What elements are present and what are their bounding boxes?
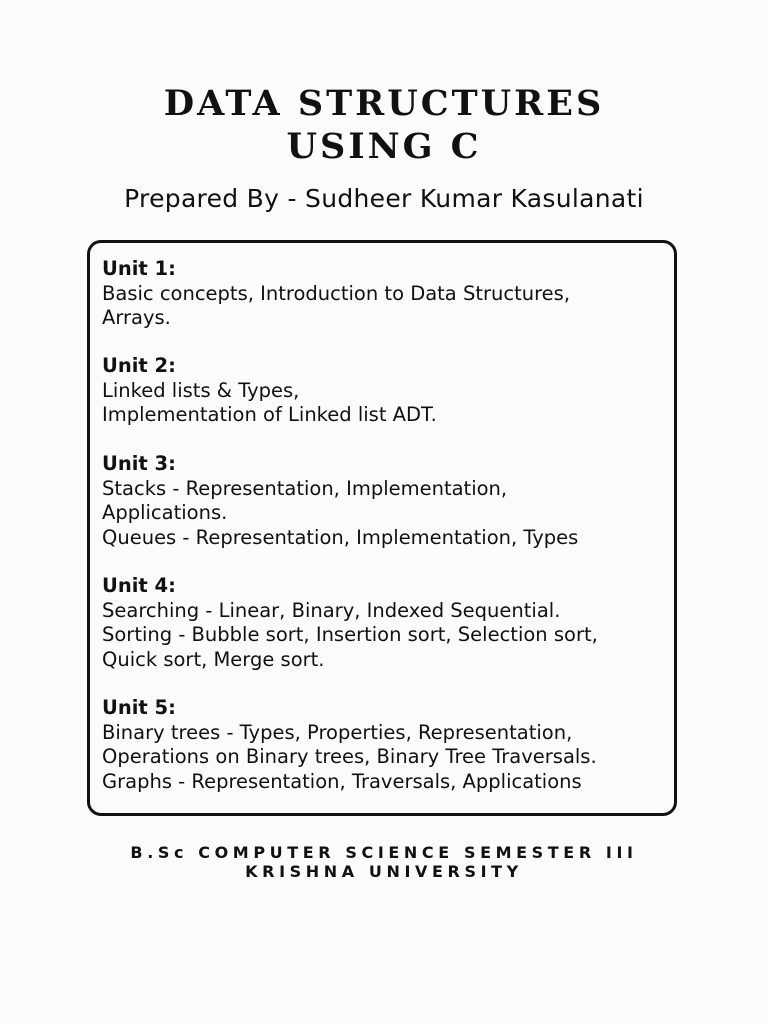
- unit-1: [102, 257, 570, 331]
- unit-2-line-2: Implementation of Linked list ADT.: [102, 403, 437, 426]
- unit-5-line-3: Graphs - Representation, Traversals, Applications: [102, 769, 582, 793]
- unit-5-line-2: Operations on Binary trees, Binary Tree Traversals.: [102, 745, 597, 768]
- unit-5-line-1: Binary trees - Types, Properties, Representation,: [102, 720, 573, 744]
- unit-1-heading: Unit 1:: [102, 257, 176, 280]
- unit-1-line-1: Basic concepts, Introduction to Data Structures,: [102, 281, 571, 305]
- unit-5-heading: Unit 5:: [102, 696, 176, 719]
- unit-3-line-1: Stacks - Representation, Implementation,: [102, 476, 508, 500]
- unit-4-line-2: Sorting - Bubble sort, Insertion sort, Selection sort,: [102, 623, 598, 646]
- author-line: Prepared By - Sudheer Kumar Kasulanati: [124, 184, 644, 213]
- footer-university: KRISHNA UNIVERSITY: [245, 862, 523, 881]
- unit-4-heading: Unit 4:: [102, 574, 176, 597]
- footer-course: B.Sc COMPUTER SCIENCE SEMESTER III: [130, 843, 638, 862]
- unit-2-line-1: Linked lists & Types,: [102, 378, 300, 402]
- title-line-2: USING C: [286, 126, 482, 167]
- unit-4: [102, 574, 598, 672]
- unit-2-heading: Unit 2:: [102, 354, 176, 377]
- unit-2: [102, 354, 437, 428]
- unit-3: [102, 452, 578, 550]
- unit-3-line-3: Queues - Representation, Implementation, Types: [102, 525, 579, 549]
- unit-4-line-3: Quick sort, Merge sort.: [102, 647, 325, 671]
- unit-3-line-2: Applications.: [102, 501, 228, 524]
- unit-4-line-1: Searching - Linear, Binary, Indexed Sequential.: [102, 598, 561, 622]
- unit-5: [102, 696, 597, 794]
- unit-3-heading: Unit 3:: [102, 452, 176, 475]
- unit-1-line-2: Arrays.: [102, 306, 171, 329]
- title-line-1: DATA STRUCTURES: [163, 83, 605, 124]
